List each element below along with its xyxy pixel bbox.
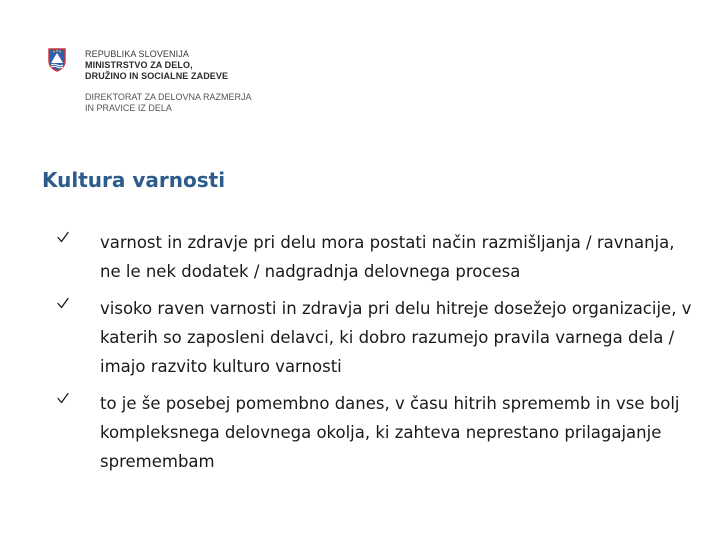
bullet-text: to je še posebej pomembno danes, v času hitrih sprememb in vse bolj kompleksnega delovnega okolja, ki zahteva neprestano prilagajanje spremembam xyxy=(100,394,680,471)
bullet-item xyxy=(56,294,696,381)
bullet-item xyxy=(56,389,696,476)
directorate-line-1: DIREKTORAT ZA DELOVNA RAZMERJA xyxy=(85,92,252,102)
checkmark-icon xyxy=(56,230,70,244)
slovenia-coat-of-arms-icon xyxy=(48,48,66,72)
ministry-line-family: DRUŽINO IN SOCIALNE ZADEVE xyxy=(85,71,229,81)
ministry-line-ministry: MINISTRSTVO ZA DELO, xyxy=(85,60,193,70)
slide-title: Kultura varnosti xyxy=(42,168,226,192)
bullet-text: varnost in zdravje pri delu mora postati način razmišljanja / ravnanja, ne le nek dodatek / nadgradnja delovnega procesa xyxy=(100,233,675,281)
checkmark-icon xyxy=(56,391,70,405)
ministry-line-republic: REPUBLIKA SLOVENIJA xyxy=(85,49,189,59)
ministry-name xyxy=(85,49,345,82)
directorate-line-2: IN PRAVICE IZ DELA xyxy=(85,103,172,113)
bullet-item xyxy=(56,228,696,286)
directorate-name xyxy=(85,92,345,114)
bullet-text: visoko raven varnosti in zdravja pri delu hitreje dosežejo organizacije, v katerih so zaposleni delavci, ki dobro razumejo pravila varnega dela / imajo razvito kulturo varnosti xyxy=(100,299,692,376)
bullet-list xyxy=(56,228,696,476)
checkmark-icon xyxy=(56,296,70,310)
